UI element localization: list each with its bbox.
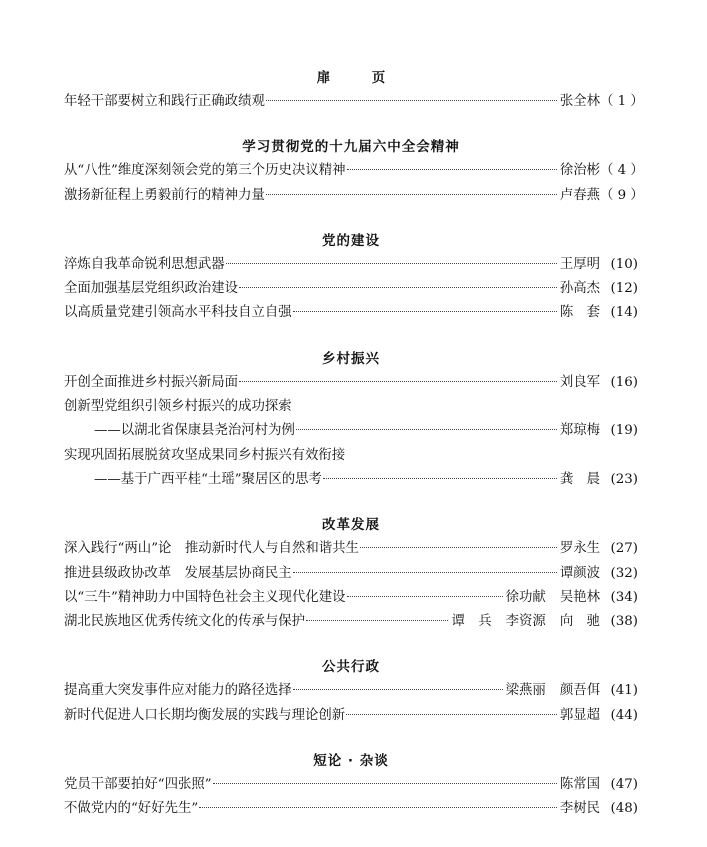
dot-leader (296, 429, 557, 430)
page-number: （ 1 ） (600, 94, 644, 109)
page-number: (34) (610, 589, 638, 605)
toc-section (64, 655, 638, 728)
page-number: (38) (610, 614, 638, 630)
toc-section (64, 66, 644, 114)
toc-entry[interactable] (64, 797, 638, 821)
toc-entry-authors (558, 159, 600, 183)
toc-entry-title: 不做党内的“好好先生” (64, 801, 199, 817)
toc-entry[interactable] (64, 277, 638, 301)
toc-entry-title: 推进县级政协改革 发展基层协商民主 (64, 565, 292, 581)
dot-leader (266, 194, 557, 195)
toc-entry-title: 提高重大突发事件应对能力的路径选择 (64, 683, 292, 699)
toc-entry-title: 深入践行“两山”论 推动新时代人与自然和谐共生 (64, 541, 359, 557)
author-name: 刘良军 (559, 374, 600, 390)
toc-entry[interactable] (64, 537, 638, 561)
toc-entry[interactable] (64, 704, 638, 728)
author-name: 陈 套 (559, 305, 600, 321)
author-name: 颜吾佴 (559, 683, 600, 699)
toc-entry-authors (558, 773, 600, 797)
dot-leader (266, 100, 557, 101)
author-name: 郭显超 (559, 707, 600, 723)
section-title: 短论 · 杂谈 (313, 753, 389, 770)
page-number: (32) (610, 565, 638, 581)
author-name: 卢春燕 (559, 187, 600, 203)
section-title: 党的建设 (322, 232, 380, 249)
dot-leader (293, 572, 557, 573)
toc-entry[interactable] (64, 371, 638, 395)
toc-entry-authors (558, 253, 600, 277)
dot-leader (199, 807, 557, 808)
toc-entry-authors (558, 371, 600, 395)
author-name: 郑琼梅 (559, 423, 600, 439)
author-name: 李资源 (505, 614, 546, 630)
author-name: 谭 兵 (451, 614, 492, 630)
toc-entry-title: 全面加强基层党组织政治建设 (64, 281, 239, 297)
page-number: (48) (610, 801, 638, 817)
table-of-contents (64, 66, 644, 822)
section-title: 公共行政 (322, 659, 380, 676)
page-number: (23) (610, 471, 638, 487)
toc-entry[interactable] (64, 90, 644, 114)
author-name: 吴艳林 (559, 589, 600, 605)
author-name: 李树民 (559, 801, 600, 817)
toc-entry-subtitle: ——以湖北省保康县尧治河村为例 (94, 423, 295, 439)
dot-leader (346, 714, 557, 715)
toc-entry-title: 以“三牛”精神助力中国特色社会主义现代化建设 (64, 589, 346, 605)
section-title: 乡村振兴 (322, 350, 380, 367)
toc-entry-title: 新时代促进人口长期均衡发展的实践与理论创新 (64, 707, 346, 723)
toc-entry[interactable] (64, 159, 644, 183)
toc-entry-authors (558, 797, 600, 821)
toc-entry-authors (558, 704, 600, 728)
toc-entry[interactable] (64, 610, 638, 634)
dot-leader (239, 287, 557, 288)
page-number: (19) (610, 423, 638, 439)
author-name: 罗永生 (559, 541, 600, 557)
section-title: 扉 页 (316, 70, 400, 86)
dot-leader (360, 547, 557, 548)
page-number: (14) (610, 305, 638, 321)
dot-leader (239, 381, 557, 382)
author-name: 龚 晨 (559, 471, 600, 487)
toc-entry-title: 以高质量党建引领高水平科技自立自强 (64, 305, 292, 321)
toc-entry-authors (449, 610, 600, 634)
toc-entry-authors (558, 562, 600, 586)
toc-entry-title: 年轻干部要树立和践行正确政绩观 (64, 94, 265, 109)
section-title: 改革发展 (322, 517, 380, 534)
author-name: 王厚明 (559, 256, 600, 272)
toc-section (64, 229, 638, 326)
toc-section (64, 135, 644, 208)
page-number: （ 9 ） (600, 187, 644, 203)
dot-leader (293, 689, 503, 690)
toc-entry[interactable] (64, 253, 638, 277)
page-number: (27) (610, 541, 638, 557)
toc-entry[interactable] (64, 586, 638, 610)
dot-leader (323, 478, 557, 479)
toc-section (64, 347, 638, 492)
toc-entry-authors (558, 301, 600, 325)
toc-entry-authors (558, 90, 600, 114)
page-number: (12) (610, 281, 638, 297)
toc-entry-subtitle: ——基于广西平桂“土瑶”聚居区的思考 (94, 471, 322, 487)
toc-entry-title: 激扬新征程上勇毅前行的精神力量 (64, 187, 265, 203)
toc-entry[interactable] (64, 419, 638, 443)
toc-entry-authors (558, 468, 600, 492)
toc-entry-title: 开创全面推进乡村振兴新局面 (64, 374, 239, 390)
author-name: 梁燕丽 (505, 683, 546, 699)
toc-entry-title: 党员干部要拍好“四张照” (64, 777, 212, 793)
toc-entry[interactable] (64, 184, 644, 208)
toc-entry-authors (504, 586, 600, 610)
dot-leader (226, 263, 557, 264)
page-number: (44) (610, 707, 638, 723)
author-name: 徐治彬 (559, 163, 600, 179)
toc-entry-authors (558, 184, 600, 208)
toc-entry-authors (504, 679, 600, 703)
toc-entry-authors (558, 537, 600, 561)
toc-section (64, 513, 638, 634)
author-name: 张全林 (559, 94, 600, 109)
dot-leader (213, 783, 557, 784)
dot-leader (347, 169, 557, 170)
author-name: 谭颜波 (559, 565, 600, 581)
toc-entry-title: 淬炼自我革命锐利思想武器 (64, 256, 225, 272)
author-name: 陈常国 (559, 777, 600, 793)
dot-leader (306, 620, 448, 621)
author-name: 徐功献 (505, 589, 546, 605)
toc-entry[interactable] (64, 301, 638, 325)
author-name: 孙高杰 (559, 281, 600, 297)
author-name: 向 驰 (559, 614, 600, 630)
toc-entry-title: 湖北民族地区优秀传统文化的传承与保护 (64, 614, 306, 630)
toc-section (64, 749, 638, 822)
page-number: （ 4 ） (600, 163, 644, 179)
toc-entry-title[interactable]: 创新型党组织引领乡村振兴的成功探索 (64, 399, 292, 415)
toc-entry[interactable] (64, 562, 638, 586)
toc-entry-authors (558, 419, 600, 443)
section-title: 学习贯彻党的十九届六中全会精神 (242, 139, 460, 156)
dot-leader (293, 311, 557, 312)
dot-leader (347, 596, 503, 597)
toc-entry-authors (558, 277, 600, 301)
page-number: (41) (610, 683, 638, 699)
toc-entry-title: 从“八性”维度深刻领会党的第三个历史决议精神 (64, 163, 346, 179)
page-number: (47) (610, 777, 638, 793)
toc-entry-title[interactable]: 实现巩固拓展脱贫攻坚成果同乡村振兴有效衔接 (64, 447, 346, 463)
toc-entry[interactable] (64, 468, 638, 492)
page-number: (10) (610, 256, 638, 272)
toc-entry[interactable] (64, 773, 638, 797)
page-number: (16) (610, 374, 638, 390)
toc-entry[interactable] (64, 679, 638, 703)
